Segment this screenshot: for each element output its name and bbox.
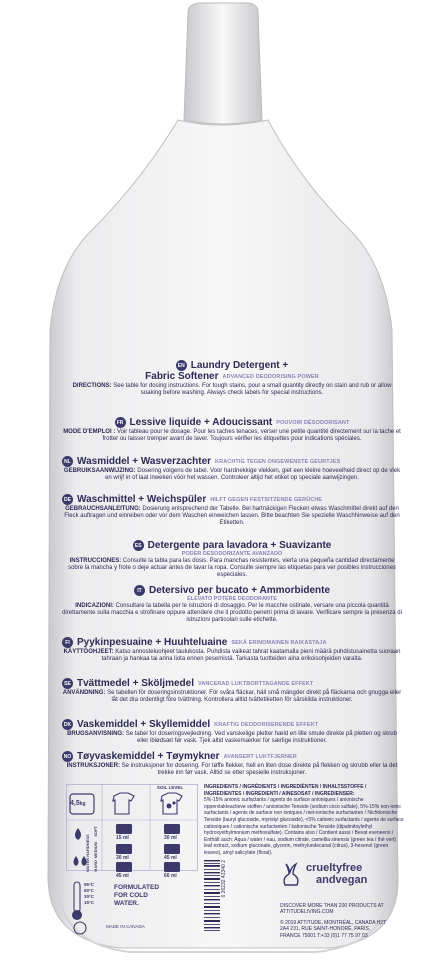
cup-icon <box>116 824 132 834</box>
section-text: BRUGSANVISNING: Se tabel for doseringsvejledning. Ved vanskelige pletter hæld en lille smule direkte på pletten og skrub eller iblødsæt før vask. Tjek altid vaskemærker for særlige instruktioner. <box>67 731 397 744</box>
section-en <box>62 360 402 397</box>
cup-icon <box>164 824 180 834</box>
section-fr <box>62 417 402 443</box>
flag-fr-icon: FR <box>115 417 126 428</box>
section-title: Pyykinpesuaine + Huuhteluaine <box>77 637 228 648</box>
section-text: INDICAZIONI: Consultare la tabella per le istruzioni di dosaggio. Per le macchie ostinate, versare una piccola quantità direttamente sulla macchia e strofinare oppure attendere che il prodotto penetri prima di lavare. Verificare sempre la presenza di istruzioni particolari sulle etichette. <box>62 603 402 623</box>
section-title: Laundry Detergent + <box>190 360 289 371</box>
flag-es-icon: ES <box>133 540 144 551</box>
shirt-dirty-icon <box>161 793 182 814</box>
section-text: GEBRUIKSAANWIJZING: Dosering volgens de tabel. Voor hardnekkige vlekken, giet een kleine hoeveelheid direct op de vlek en wrijf in of laat inweken vóór het wassen. Controleer altijd het etiket op speciale aanwijzingen. <box>63 468 401 481</box>
section-title: Wasmiddel + Wasverzachter <box>77 456 212 467</box>
section-subtitle: POUVOIR DÉSODORISANT <box>276 419 350 426</box>
barcode-number: 6 26232 42340 2 <box>221 860 227 898</box>
barcode <box>204 860 220 932</box>
section-title: Detergente para lavadora + Suavizante <box>147 540 332 551</box>
water-hardness-label: WATER HARDNESS <box>85 834 90 872</box>
section-title: Lessive liquide + Adoucissant <box>129 417 273 428</box>
section-subtitle: ADVANCED DEODORISING POWER <box>222 373 319 380</box>
cruelty-free-line1: crueltyfree <box>306 862 363 874</box>
section-text: INSTRUCCIONES: Consulte la tabla para las dosis. Para manchas resistentes, vierta una pequeña cantidad directamente sobre la mancha y frote o deje actuar antes de lavar la ropa. Consulte siempre las etiquetas para ver posibles instrucciones especiales. <box>68 558 396 578</box>
section-title-2: Fabric Softener <box>145 371 219 382</box>
dose-medium-dirty: 45 ml <box>164 855 177 861</box>
section-title: Tvättmedel + Sköljmedel <box>77 678 194 689</box>
section-title: Detersivo per bucato + Ammorbidente <box>148 585 331 596</box>
soil-level-label: SOIL LEVEL <box>156 785 184 790</box>
section-text: DIRECTIONS: See table for dosing instructions. For tough stains, pour a small quantity directly on stain and rub or allow soaking before washing. Always check labels for special instructions. <box>72 383 392 396</box>
flag-se-icon: SE <box>62 678 73 689</box>
section-title: Tøyvaskemiddel + Tøymykner <box>77 751 220 762</box>
section-subtitle: PODER DESODORIZANTE AVANZADO <box>181 551 283 557</box>
cup-icon <box>116 844 132 854</box>
row-label-medium: MEDIUM <box>93 842 98 859</box>
dose-soft-light: 15 ml <box>116 835 129 841</box>
dose-medium-light: 30 ml <box>116 855 129 861</box>
bunny-icon <box>280 862 304 888</box>
company-address: © 2019 ATTITUDE, MONTRÉAL, CANADA H2T 2A4 231, RUE SAINT-HONORÉ, PARIS, FRANCE 75001 T:+33 (0)1 77 75 97 03 <box>280 920 387 939</box>
row-label-hard: HARD <box>93 860 98 872</box>
section-text: MODE D'EMPLOI : Voir tableau pour le dosage. Pour les taches tenaces, verser une petite quantité directement sur la tache et frotter ou laisser tremper avant de laver. Toujours vérifier les étiquettes pour indications spéciales. <box>63 429 401 442</box>
section-dk <box>62 719 402 745</box>
back-label <box>62 360 404 939</box>
cup-icon <box>164 862 180 872</box>
temperature-list: 95°C 60°C 30°C 15°C <box>84 882 95 905</box>
row-label-soft: SOFT <box>93 826 98 837</box>
cruelty-free-badge <box>280 860 390 894</box>
section-text: INSTRUKSJONER: Se instruksjoner for dosering. For tøffe flekker, hell en liten dose direkte på flekken og skrubb eller la det trekke inn før vask. Alltid se etter spesielle instruksjoner. <box>66 763 398 776</box>
load-kg: 4,5kg <box>70 800 86 807</box>
section-title: Vaskemiddel + Skyllemiddel <box>77 719 211 730</box>
cup-icon <box>164 844 180 854</box>
section-es <box>62 540 402 579</box>
recycle-icon <box>74 922 86 934</box>
dose-soft-dirty: 30 ml <box>164 835 177 841</box>
section-it <box>62 585 402 624</box>
flag-no-icon: NO <box>62 751 73 762</box>
thermometer-icon <box>74 882 80 912</box>
shirt-light-icon <box>113 793 134 814</box>
ingredients-heading: INGREDIENTS / INGRÉDIENTS / INGREDIËNTEN / INHALTSSTOFFE / INGREDIENTES / INGREDIENTI / AINESOSAT / INGREDIENSER: <box>204 784 367 797</box>
flag-nl-icon: NL <box>62 456 73 467</box>
section-nl <box>62 456 402 482</box>
section-no <box>62 751 402 777</box>
section-subtitle: SEKÄ ERINOMAINEN RAIKASTAJA <box>231 639 327 646</box>
section-subtitle: ELEVATO POTERE DEODORANTE <box>187 596 277 602</box>
dose-hard-light: 45 ml <box>116 873 129 879</box>
flag-it-icon: IT <box>134 585 145 596</box>
water-hardness-col <box>66 826 98 872</box>
section-text: KÄYTTÖOHJEET: Katso annosteluohjeet taulukosta. Puhdista vaikeat tahrat kaatamalla pieni määrä puhdistusainetta suoraan tahraan ja hankaa tai anna liota ennen pesemistä. Tarkasta tuotteiden aina erikoisohjeiden varalta. <box>63 649 401 662</box>
section-subtitle: VANCERAD LUKTBORTTAGANDE EFFEKT <box>198 680 314 687</box>
section-se <box>62 678 402 704</box>
section-text: GEBRAUCHSANLEITUNG: Dosierung entsprechend der Tabelle. Bei hartnäckigen Flecken etwas Waschmittel direkt auf den Fleck auftragen und einreiben oder vor dem Waschen einweichen lassen. Bitte beachten Sie spezielle Waschhinweise auf den Etiketten. <box>64 506 400 526</box>
flag-en-icon: EN <box>176 360 187 371</box>
ingredients-text: 5%-15% anionic surfactants / agents de surface anioniques / anionische oppervlakteactieve stoffen / anionische Tenside (sodium coco sulfate), 5%-15% non-ionic surfactants / agents de surface non ioniques / niet-ionische surfactanten / Nichtionische Tenside (lauryl glucoside, myristyl glucoside), <5% cationic surfactants / agents de surface cationiques / cationische surfactanten / kationische Tenside (dipalmitoylethyl hydroxyethylmonium methosulfate). Contains also / Contient aussi / Bevat eveneens / Enthält auch: Aqua / water / eau, sodium citrate, camellia sinensis (green tea / thé vert) leaf extract, sodium gluconate, glycerin, methylundecanal (citrus), 3-hexenol (green leaves), amyl salicylate (floral). <box>204 797 404 856</box>
cup-icon <box>116 862 132 872</box>
dose-hard-dirty: 60 ml <box>164 873 177 879</box>
flag-fi-icon: FI <box>62 637 73 648</box>
ingredients-block <box>204 784 404 857</box>
section-fi <box>62 637 402 663</box>
section-subtitle: KRACHTIG TEGEN ONGEWENSTE GEURTJES <box>215 458 341 465</box>
cruelty-free-line2: andvegan <box>316 874 368 886</box>
flag-dk-icon: DK <box>62 719 73 730</box>
discover-text: DISCOVER MORE THAN 200 PRODUCTS AT ATTITUDELIVING.COM <box>280 903 384 916</box>
section-de <box>62 494 402 527</box>
flag-de-icon: DE <box>62 494 73 505</box>
section-text: ANVÄNDNING: Se tabellen för doseringsinstruktioner. För svåra fläckar, häll små mängder direkt på fläckarna och gnugga eller låt det dra ordentligt före tvättning. Kontrollera alltid tvättetiketten för särskilda instruktioner. <box>62 690 402 703</box>
section-subtitle: HILFT GEGEN FESTSITZENDE GERÜCHE <box>210 496 323 503</box>
section-title: Waschmittel + Weichspüler <box>77 494 207 505</box>
section-subtitle: KRAFTIG DEODORISERENDE EFFEKT <box>214 721 319 728</box>
cold-water-text: FORMULATED FOR COLD WATER. <box>114 884 160 907</box>
made-in-text: MADE IN CANADA <box>106 924 145 929</box>
section-subtitle: AVANSERT LUKTFJERNER <box>223 753 297 760</box>
